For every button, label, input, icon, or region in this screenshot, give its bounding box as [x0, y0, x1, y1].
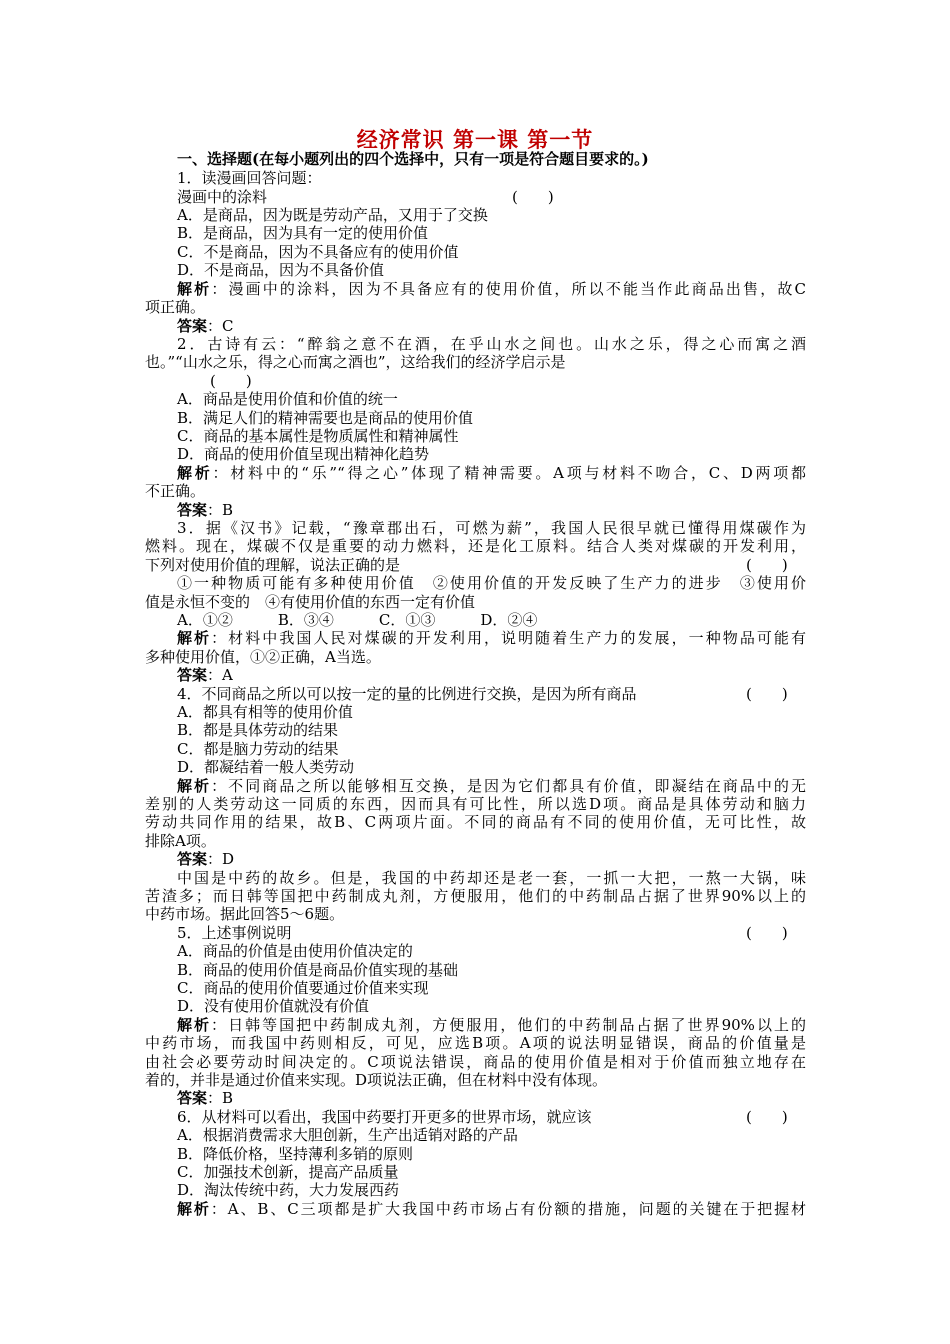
q3-stem-cont: 燃料。现在，煤碳不仅是重要的动力燃料，还是化工原料。结合人类对煤碳的开发利用， — [145, 537, 806, 555]
q6-analysis: 解析：A、B、C三项都是扩大我国中药市场占有份额的措施，问题的关键在于把握材 — [177, 1200, 806, 1218]
q2-analysis: 解析：材料中的“乐”“得之心”体现了精神需要。A项与材料不吻合，C、D两项都 — [177, 464, 806, 482]
q4-stem: 4．不同商品之所以可以按一定的量的比例进行交换，是因为所有商品 — [177, 685, 637, 703]
material-paragraph-cont-2: 中药市场。据此回答5～6题。 — [145, 905, 345, 923]
page-title: 经济常识 第一课 第一节 — [356, 128, 594, 152]
q5-option-c: C．商品的使用价值要通过价值来实现 — [177, 979, 429, 997]
q3-analysis: 解析：材料中我国人民对煤碳的开发利用，说明随着生产力的发展，一种物品可能有 — [177, 629, 806, 647]
q3-statements: ①一种物质可能有多种使用价值 ②使用价值的开发反映了生产力的进步 ③使用价 — [177, 574, 806, 592]
q5-analysis-cont-2: 由社会必要劳动时间决定的。C项说法错误，商品的使用价值是相对于价值而独立地存在 — [145, 1053, 806, 1071]
q3-stem: 3．据《汉书》记载，“豫章郡出石，可燃为薪”，我国人民很早就已懂得用煤碳作为 — [177, 519, 806, 537]
q4-option-b: B．都是具体劳动的结果 — [177, 721, 339, 739]
q4-option-d: D．都凝结着一般人类劳动 — [177, 758, 355, 776]
q1-option-a: A．是商品，因为既是劳动产品，又用于了交换 — [177, 206, 488, 224]
q2-stem-cont: 也。”“山水之乐，得之心而寓之酒也”，这给我们的经济学启示是 — [145, 353, 566, 371]
section-heading: 一、选择题(在每小题列出的四个选择中，只有一项是符合题目要求的。) — [177, 150, 649, 168]
q3-choices: A．①② B．③④ C．①③ D．②④ — [177, 611, 538, 629]
q2-option-a: A．商品是使用价值和价值的统一 — [177, 390, 398, 408]
q6-option-c: C．加强技术创新，提高产品质量 — [177, 1163, 399, 1181]
q3-stem-cont-2: 下列对使用价值的理解，说法正确的是 — [145, 556, 401, 574]
q2-answer-blank: ( ) — [210, 372, 252, 390]
q3-answer-blank: ( ) — [746, 556, 788, 574]
q3-statements-cont: 值是永恒不变的 ④有使用价值的东西一定有价值 — [145, 593, 476, 611]
q4-option-a: A．都具有相等的使用价值 — [177, 703, 353, 721]
q2-option-d: D．商品的使用价值呈现出精神化趋势 — [177, 445, 430, 463]
q5-stem: 5．上述事例说明 — [177, 924, 292, 942]
q5-option-d: D．没有使用价值就没有价值 — [177, 997, 370, 1015]
q1-answer: 答案：C — [177, 317, 234, 335]
q1-option-d: D．不是商品，因为不具备价值 — [177, 261, 385, 279]
q6-option-a: A．根据消费需求大胆创新，生产出适销对路的产品 — [177, 1126, 518, 1144]
q5-analysis-cont: 中药市场，而我国中药则相反，可见，应选B项。A项的说法明显错误，商品的价值量是 — [145, 1034, 806, 1052]
q2-option-c: C．商品的基本属性是物质属性和精神属性 — [177, 427, 459, 445]
q6-answer-blank: ( ) — [746, 1108, 788, 1126]
q6-option-b: B．降低价格，坚持薄利多销的原则 — [177, 1145, 414, 1163]
q4-analysis-cont: 差别的人类劳动这一同质的东西，因而具有可比性，所以选D项。商品是具体劳动和脑力 — [145, 795, 806, 813]
q5-answer-blank: ( ) — [746, 924, 788, 942]
q5-option-a: A．商品的价值是由使用价值决定的 — [177, 942, 413, 960]
q5-analysis-cont-3: 着的，并非是通过价值来实现。D项说法正确，但在材料中没有体现。 — [145, 1071, 608, 1089]
q1-stem-cont: 漫画中的涂料 — [177, 188, 268, 206]
q2-stem: 2．古诗有云：“醉翁之意不在酒，在乎山水之间也。山水之乐，得之心而寓之酒 — [177, 335, 806, 353]
q2-analysis-cont: 不正确。 — [145, 482, 206, 500]
q5-answer: 答案：B — [177, 1089, 234, 1107]
q4-analysis-cont-3: 排除A项。 — [145, 832, 216, 850]
q5-analysis: 解析：日韩等国把中药制成丸剂，方便服用，他们的中药制品占据了世界90%以上的 — [177, 1016, 806, 1034]
q6-option-d: D．淘汰传统中药，大力发展西药 — [177, 1181, 400, 1199]
q4-option-c: C．都是脑力劳动的结果 — [177, 740, 339, 758]
q3-answer: 答案：A — [177, 666, 233, 684]
q1-analysis: 解析：漫画中的涂料，因为不具备应有的使用价值，所以不能当作此商品出售，故C — [177, 280, 806, 298]
q2-option-b: B．满足人们的精神需要也是商品的使用价值 — [177, 409, 474, 427]
q1-analysis-cont: 项正确。 — [145, 298, 206, 316]
q3-analysis-cont: 多种使用价值，①②正确，A当选。 — [145, 648, 381, 666]
q4-analysis-cont-2: 劳动共同作用的结果，故B、C两项片面。不同的商品有不同的使用价值，无可比性，故 — [145, 813, 806, 831]
q1-option-b: B．是商品，因为具有一定的使用价值 — [177, 224, 429, 242]
q2-answer: 答案：B — [177, 501, 234, 519]
q5-option-b: B．商品的使用价值是商品价值实现的基础 — [177, 961, 459, 979]
q1-stem: 1．读漫画回答问题： — [177, 169, 322, 187]
material-paragraph-cont: 苦渣多；而日韩等国把中药制成丸剂，方便服用，他们的中药制品占据了世界90%以上的 — [145, 887, 806, 905]
q1-answer-blank: ( ) — [512, 188, 554, 206]
q4-answer: 答案：D — [177, 850, 235, 868]
q1-option-c: C．不是商品，因为不具备应有的使用价值 — [177, 243, 459, 261]
q4-analysis: 解析：不同商品之所以能够相互交换，是因为它们都具有价值，即凝结在商品中的无 — [177, 777, 806, 795]
q6-stem: 6．从材料可以看出，我国中药要打开更多的世界市场，就应该 — [177, 1108, 592, 1126]
q4-answer-blank: ( ) — [746, 685, 788, 703]
material-paragraph: 中国是中药的故乡。但是，我国的中药却还是老一套，一抓一大把，一熬一大锅，味 — [177, 869, 806, 887]
